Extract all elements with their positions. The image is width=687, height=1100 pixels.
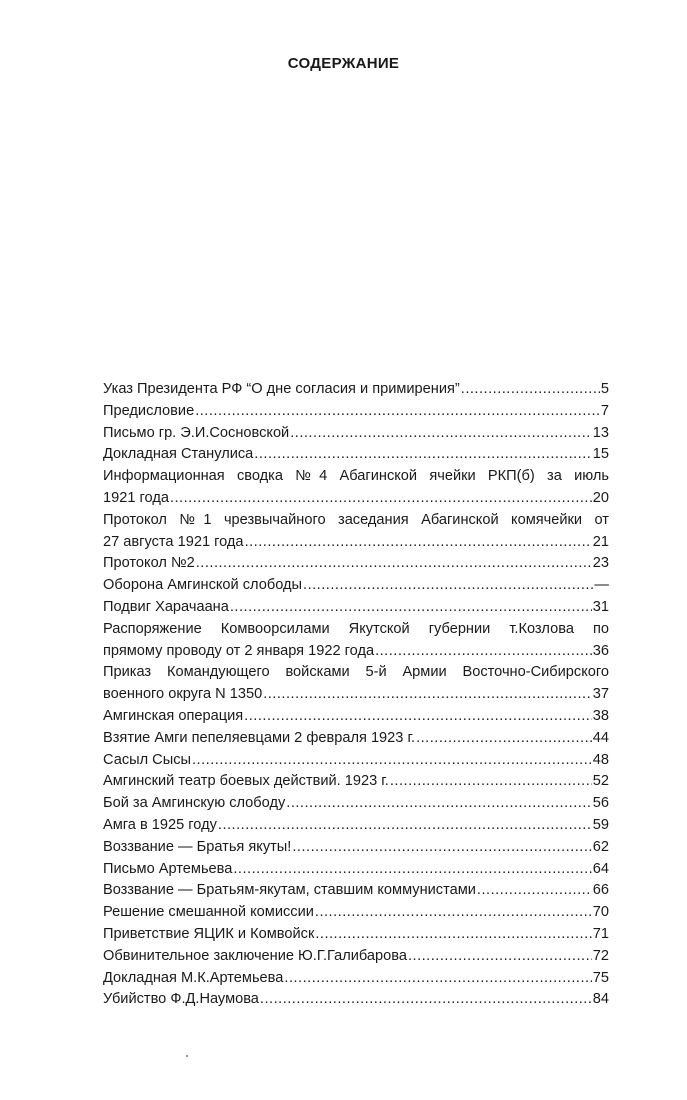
toc-entry-last-line — [103, 575, 609, 597]
toc-entry-title: Взятие Амги пепеляевцами 2 февраля 1923 г. — [103, 729, 416, 746]
toc-entry-title: Протокол №2 — [103, 555, 195, 572]
toc-entry-last-line — [103, 946, 609, 968]
dot-leader — [218, 815, 592, 837]
toc-entry — [103, 750, 609, 772]
toc-entry — [103, 968, 609, 990]
toc-entry — [103, 379, 609, 401]
toc-page-number: 64 — [592, 860, 609, 877]
toc-page-number: 56 — [592, 795, 609, 812]
toc-entry — [103, 880, 609, 902]
toc-entry-title: военного округа N 1350 — [103, 686, 263, 703]
toc-entry-title: Решение смешанной комиссии — [103, 904, 314, 921]
dot-leader — [292, 837, 591, 859]
toc-entry-last-line — [103, 401, 609, 423]
toc-entry-title: Распоряжение Комвоорсилами Якутской губернии т.Козлова по — [103, 620, 609, 637]
toc-entry-last-line — [103, 837, 609, 859]
toc-page-number: 72 — [592, 947, 609, 964]
toc-page-number: 21 — [592, 533, 609, 550]
toc-entry — [103, 662, 609, 706]
toc-entry — [103, 815, 609, 837]
dot-leader — [260, 989, 592, 1011]
toc-entry-last-line — [103, 597, 609, 619]
toc-entry — [103, 423, 609, 445]
toc-entry — [103, 597, 609, 619]
toc-entry-title: прямому проводу от 2 января 1922 года — [103, 642, 375, 659]
dot-leader — [244, 706, 592, 728]
toc-entry-title: Амгинский театр боевых действий. 1923 г. — [103, 773, 389, 790]
toc-entry-last-line — [103, 880, 609, 902]
toc-page-number: 23 — [592, 555, 609, 572]
toc-entry — [103, 859, 609, 881]
toc-entry-title: Амгинская операция — [103, 707, 244, 724]
dot-leader — [290, 423, 592, 445]
toc-entry-last-line — [103, 553, 609, 575]
toc-page-number: 20 — [592, 489, 609, 506]
toc-entry-last-line — [103, 532, 609, 554]
toc-page-number: — — [594, 577, 609, 594]
toc-entry-last-line — [103, 684, 609, 706]
dot-leader — [192, 750, 592, 772]
dot-leader — [477, 880, 592, 902]
toc-entry-last-line — [103, 902, 609, 924]
toc-entry — [103, 946, 609, 968]
dot-leader — [263, 684, 592, 706]
toc-entry — [103, 924, 609, 946]
dot-leader — [390, 771, 592, 793]
toc-entry-last-line — [103, 728, 609, 750]
toc-entry-title: Приказ Командующего войсками 5-й Армии Восточно-Сибирского — [103, 664, 609, 681]
dot-leader — [286, 793, 592, 815]
toc-entry-line — [103, 510, 609, 532]
toc-entry-title: Убийство Ф.Д.Наумова — [103, 991, 259, 1008]
toc-entry-last-line — [103, 706, 609, 728]
toc-page-number: 36 — [592, 642, 609, 659]
toc-entry-title: Докладная М.К.Артемьева — [103, 969, 284, 986]
dot-leader — [196, 553, 592, 575]
toc-entry — [103, 728, 609, 750]
toc-entry-title: Информационная сводка №4 Абагинской ячейки РКП(б) за июль — [103, 468, 609, 485]
toc-entry-title: Обвинительное заключение Ю.Г.Галибарова — [103, 947, 407, 964]
toc-entry-line — [103, 466, 609, 488]
toc-entry-last-line — [103, 641, 609, 663]
toc-page-number: 66 — [592, 882, 609, 899]
dot-leader — [416, 728, 592, 750]
dot-leader — [315, 902, 592, 924]
toc-entry — [103, 989, 609, 1011]
toc-entry-title: Подвиг Харачаана — [103, 598, 229, 615]
toc-page-number: 38 — [592, 707, 609, 724]
toc-entry-last-line — [103, 793, 609, 815]
toc-page-number: 7 — [600, 402, 609, 419]
dot-leader — [461, 379, 600, 401]
dot-leader — [408, 946, 592, 968]
toc-entry-last-line — [103, 859, 609, 881]
toc-entry-last-line — [103, 750, 609, 772]
toc-page-number: 62 — [592, 838, 609, 855]
toc-page-number: 31 — [592, 598, 609, 615]
dot-leader — [245, 532, 592, 554]
dot-leader — [315, 924, 591, 946]
toc-entry-last-line — [103, 989, 609, 1011]
toc-page-number: 13 — [592, 424, 609, 441]
toc-entry — [103, 401, 609, 423]
toc-entry — [103, 553, 609, 575]
toc-entry-last-line — [103, 488, 609, 510]
toc-entry-title: Бой за Амгинскую слободу — [103, 795, 286, 812]
toc-page-number: 5 — [600, 381, 609, 397]
toc-entry — [103, 510, 609, 554]
toc-page-number: 75 — [592, 969, 609, 986]
toc-entry-line — [103, 619, 609, 641]
toc-entry — [103, 706, 609, 728]
toc-entry-title: Указ Президента РФ “О дне согласия и примирения” — [103, 381, 460, 397]
toc-entry-last-line — [103, 771, 609, 793]
toc-entry — [103, 575, 609, 597]
scan-speck — [186, 1055, 188, 1057]
dot-leader — [284, 968, 591, 990]
toc-entry-last-line — [103, 444, 609, 466]
toc-entry-title: Приветствие ЯЦИК и Комвойск — [103, 925, 315, 942]
toc-entry-title: Оборона Амгинской слободы — [103, 577, 303, 594]
toc-page-number: 15 — [592, 446, 609, 463]
toc-entry — [103, 466, 609, 510]
toc-entry-last-line — [103, 423, 609, 445]
toc-page-number: 52 — [592, 773, 609, 790]
toc-page-number: 59 — [592, 816, 609, 833]
toc-entry-title: 27 августа 1921 года — [103, 533, 244, 550]
toc-entry-last-line — [103, 379, 609, 401]
toc-entry-line — [103, 662, 609, 684]
toc-entry-title: Письмо Артемьева — [103, 860, 233, 877]
dot-leader — [170, 488, 592, 510]
toc-entry — [103, 771, 609, 793]
toc-entry-title: Предисловие — [103, 402, 195, 419]
dot-leader — [303, 575, 593, 597]
toc-entry — [103, 837, 609, 859]
toc-page-number: 71 — [592, 925, 609, 942]
toc-entry-title: Письмо гр. Э.И.Сосновской — [103, 424, 290, 441]
toc-entry — [103, 902, 609, 924]
toc-page-number: 37 — [592, 686, 609, 703]
toc-page-number: 48 — [592, 751, 609, 768]
toc-entry-title: Протокол №1 чрезвычайного заседания Абагинской комячейки от — [103, 511, 609, 528]
table-of-contents — [103, 379, 609, 1011]
toc-page-number: 70 — [592, 904, 609, 921]
dot-leader — [195, 401, 600, 423]
toc-page-number: 44 — [592, 729, 609, 746]
page-title: СОДЕРЖАНИЕ — [287, 55, 400, 72]
dot-leader — [233, 859, 591, 881]
toc-entry-title: Амга в 1925 году — [103, 816, 217, 833]
toc-entry-title: Сасыл Сысы — [103, 751, 191, 768]
toc-entry — [103, 793, 609, 815]
toc-entry — [103, 619, 609, 663]
toc-entry-title: Докладная Станулиса — [103, 446, 254, 463]
toc-entry-last-line — [103, 924, 609, 946]
toc-entry-title: Воззвание — Братья якуты! — [103, 838, 292, 855]
dot-leader — [375, 641, 592, 663]
toc-entry-last-line — [103, 968, 609, 990]
toc-entry-title: Воззвание — Братьям-якутам, ставшим коммунистами — [103, 882, 476, 899]
dot-leader — [254, 444, 591, 466]
toc-page-number: 84 — [592, 991, 609, 1008]
toc-entry — [103, 444, 609, 466]
toc-entry-title: 1921 года — [103, 489, 169, 506]
toc-entry-last-line — [103, 815, 609, 837]
dot-leader — [230, 597, 592, 619]
